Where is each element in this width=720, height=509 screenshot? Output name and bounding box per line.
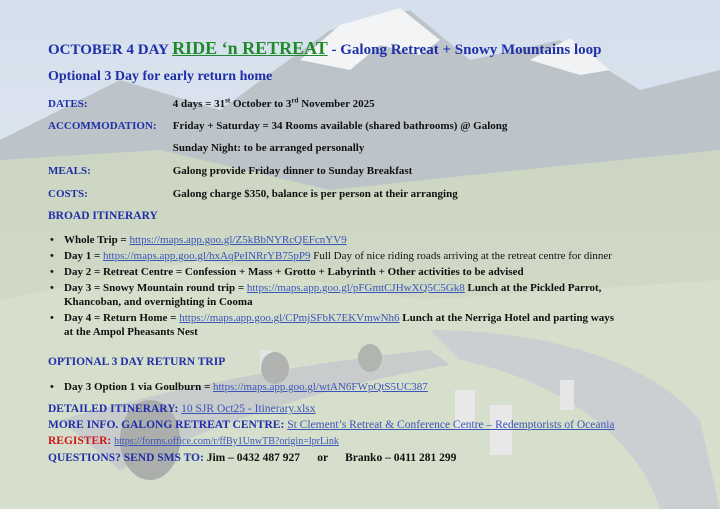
questions-contacts: Jim – 0432 487 927 or Branko – 0411 281 299 xyxy=(206,452,457,464)
list-item: • Day 3 Option 1 via Goulburn = https://maps.app.goo.gl/wtAN6FWpQtS5UC387 xyxy=(48,380,428,394)
broad-itinerary-heading: BROAD ITINERARY xyxy=(48,210,158,222)
more-info-label: MORE INFO. GALONG RETREAT CENTRE: xyxy=(48,419,285,431)
accommodation-label: ACCOMMODATION: xyxy=(48,120,157,132)
register-row xyxy=(48,435,339,447)
day3-link[interactable]: https://maps.app.goo.gl/pFGmtCJHwXQ5C5Gk8 xyxy=(246,282,465,294)
more-info-row xyxy=(48,419,615,431)
list-item: • Whole Trip = https://maps.app.goo.gl/Z5kBbNYRcQEFcnYV9 xyxy=(48,233,614,247)
register-label: REGISTER: xyxy=(48,435,112,447)
title-suffix: - Galong Retreat + Snowy Mountains loop xyxy=(331,42,602,58)
list-item: • Day 3 = Snowy Mountain round trip = https://maps.app.goo.gl/pFGmtCJHwXQ5C5Gk8 Lunch at the Pickled Parrot, Khancoban, and overnighting in Cooma xyxy=(48,281,614,309)
dates-label: DATES: xyxy=(48,97,88,110)
accommodation-value: Friday + Saturday = 34 Rooms available (shared bathrooms) @ Galong xyxy=(172,120,508,132)
optional-heading: OPTIONAL 3 DAY RETURN TRIP xyxy=(48,356,226,368)
questions-row xyxy=(48,452,456,464)
meals-row xyxy=(48,165,412,177)
retreat-centre-link[interactable]: St Clement’s Retreat & Conference Centre – Redemptorists of Oceania xyxy=(287,419,615,431)
detailed-itinerary-row xyxy=(48,403,316,415)
list-item: • Day 1 = https://maps.app.goo.gl/hxAqPeINRrYB75pP9 Full Day of nice riding roads arriving at the retreat centre for dinner xyxy=(48,249,614,263)
dates-value: 4 days = 31st October to 3rd November 2025 xyxy=(172,96,375,110)
title-highlight: RIDE ‘n RETREAT xyxy=(172,38,328,58)
costs-label: COSTS: xyxy=(48,188,88,200)
accommodation-value-2: Sunday Night: to be arranged personally xyxy=(172,142,365,154)
day1-link[interactable]: https://maps.app.goo.gl/hxAqPeINRrYB75pP9 xyxy=(102,250,311,262)
title-prefix: OCTOBER 4 DAY xyxy=(48,42,169,58)
detailed-itinerary-label: DETAILED ITINERARY: xyxy=(48,403,179,415)
accommodation-row-2 xyxy=(48,142,364,154)
optional-list xyxy=(48,380,428,396)
list-item: • Day 4 = Return Home = https://maps.app.goo.gl/CPmjSFbK7EKVmwNh6 Lunch at the Nerriga Hotel and parting ways at the Ampol Pheasants Nest xyxy=(48,311,614,339)
costs-value: Galong charge $350, balance is per person at their arranging xyxy=(172,188,458,200)
goulburn-option-link[interactable]: https://maps.app.goo.gl/wtAN6FWpQtS5UC387 xyxy=(213,381,428,393)
detailed-itinerary-link[interactable]: 10 SJR Oct25 - Itinerary.xlsx xyxy=(181,403,316,415)
list-item: • Day 2 = Retreat Centre = Confession + Mass + Grotto + Labyrinth + Other activities to be advised xyxy=(48,265,614,279)
meals-label: MEALS: xyxy=(48,165,91,177)
broad-itinerary-list xyxy=(48,233,614,341)
meals-value: Galong provide Friday dinner to Sunday Breakfast xyxy=(172,165,413,177)
whole-trip-link[interactable]: https://maps.app.goo.gl/Z5kBbNYRcQEFcnYV9 xyxy=(129,234,347,246)
page-subtitle: Optional 3 Day for early return home xyxy=(48,69,273,84)
day4-link[interactable]: https://maps.app.goo.gl/CPmjSFbK7EKVmwNh6 xyxy=(179,312,400,324)
register-link[interactable]: https://forms.office.com/r/ffBy1UnwTB?origin=lprLink xyxy=(114,436,339,447)
page-title xyxy=(48,38,601,59)
accommodation-row xyxy=(48,120,507,132)
dates-row xyxy=(48,96,375,110)
questions-label: QUESTIONS? SEND SMS TO: xyxy=(48,452,204,464)
costs-row xyxy=(48,188,458,200)
